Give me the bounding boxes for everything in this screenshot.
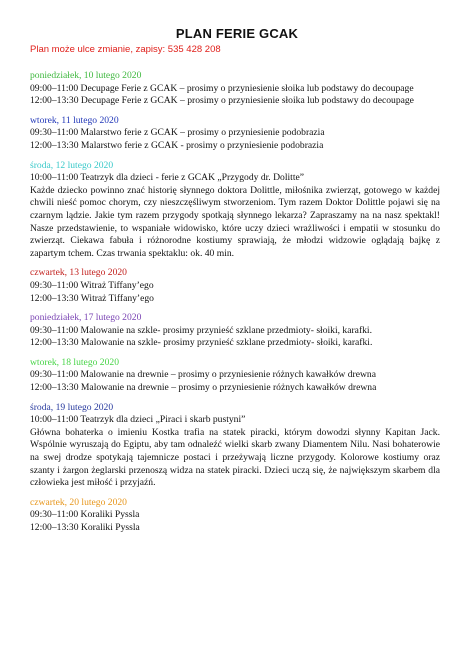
session-line: 09:30–11:00 Malowanie na drewnie – prosimy o przyniesienie różnych kawałków drewna xyxy=(30,369,376,381)
session-line: 09:00–11:00 Decupage Ferie z GCAK – prosimy o przyniesienie słoika lub podstawy do decoupage xyxy=(30,82,414,94)
day-block xyxy=(30,70,440,108)
day-date: poniedziałek, 10 lutego 2020 xyxy=(30,70,142,81)
day-block xyxy=(30,357,440,395)
session-line: 09:30–11:00 Koraliki Pyssla xyxy=(30,509,140,521)
day-date: środa, 12 lutego 2020 xyxy=(30,159,114,171)
day-block xyxy=(30,312,440,350)
signup-note: Plan może ulce zmianie, zapisy: 535 428 208 xyxy=(30,44,221,55)
day-block xyxy=(30,402,440,490)
day-date: wtorek, 18 lutego 2020 xyxy=(30,356,119,368)
session-line: 12:00–13:30 Koraliki Pyssla xyxy=(30,522,140,533)
session-line: 12:00–13:30 Witraż Tiffany’ego xyxy=(30,292,154,304)
session-line: 10:00–11:00 Teatrzyk dla dzieci - ferie z GCAK „Przygody dr. Dolitte” xyxy=(30,172,305,184)
session-line: 09:30–11:00 Witraż Tiffany’ego xyxy=(30,279,154,291)
day-date: czwartek, 20 lutego 2020 xyxy=(30,496,127,508)
day-block xyxy=(30,267,440,305)
session-line: 12:00–13:30 Malowanie na szkle- prosimy przynieść szklane przedmioty- słoiki, karafki. xyxy=(30,337,373,349)
session-line: 09:30–11:00 Malowanie na szkle- prosimy przynieść szklane przedmioty- słoiki, karafki. xyxy=(30,324,372,336)
day-block xyxy=(30,497,440,535)
event-description: Każde dziecko powinno znać historię słynnego doktora Dolittle, miłośnika zwierząt, gotowego w każdej chwili nieść pomoc chorym, czy nieszczęśliwym stworzeniom. Tym razem Doktor Dolittle pojawi się na czarnym lądzie. Jakie tym razem przygody spotkają słynnego lekarza? Zapraszamy na na nasz spektakl! Nasze przedstawienie, to wspaniałe widowisko, które uczy dzieci wrażliwości i empatii w stosunku do zwierząt. Ciekawa fabuła i różnorodne kostiumy sprawiają, że młodzi widzowie oglądają bajkę z zapartym tchem. Czas trwania spektaklu: ok. 40 min. xyxy=(30,184,440,259)
event-description: Główna bohaterka o imieniu Kostka trafia na statek piracki, którym dowodzi słynny Kapitan Jack. Wspólnie wyruszają do Egiptu, aby tam odnaleźć wielki skarb zwany Diamentem Nilu. Nasi bohaterowie na swej drodze spotykają tajemnicze postaci i przeżywają liczne przygody. Kolorowe kostiumy oraz szanty i żargon żeglarski przenoszą widza na statek piracki. Dzieci uczą się, że największym skarbem dla człowieka jest miłość i przyjaźń. xyxy=(30,426,440,489)
day-date: środa, 19 lutego 2020 xyxy=(30,401,114,413)
page-title: PLAN FERIE GCAK xyxy=(175,26,299,41)
day-date: poniedziałek, 17 lutego 2020 xyxy=(30,312,142,324)
day-date: wtorek, 11 lutego 2020 xyxy=(30,114,119,126)
session-line: 10:00–11:00 Teatrzyk dla dzieci „Piraci i skarb pustyni” xyxy=(30,414,246,426)
day-block xyxy=(30,160,440,261)
session-line: 12:00–13:30 Malowanie na drewnie – prosimy o przyniesienie różnych kawałków drewna xyxy=(30,382,377,394)
schedule-content xyxy=(30,70,440,542)
session-line: 12:00–13:30 Malarstwo ferie z GCAK - prosimy o przyniesienie podobrazia xyxy=(30,139,324,151)
day-date: czwartek, 13 lutego 2020 xyxy=(30,267,127,279)
session-line: 12:00–13:30 Decupage Ferie z GCAK – prosimy o przyniesienie słoika lub podstawy do decoupage xyxy=(30,95,414,107)
session-line: 09:30–11:00 Malarstwo ferie z GCAK – prosimy o przyniesienie podobrazia xyxy=(30,127,325,139)
day-block xyxy=(30,115,440,153)
